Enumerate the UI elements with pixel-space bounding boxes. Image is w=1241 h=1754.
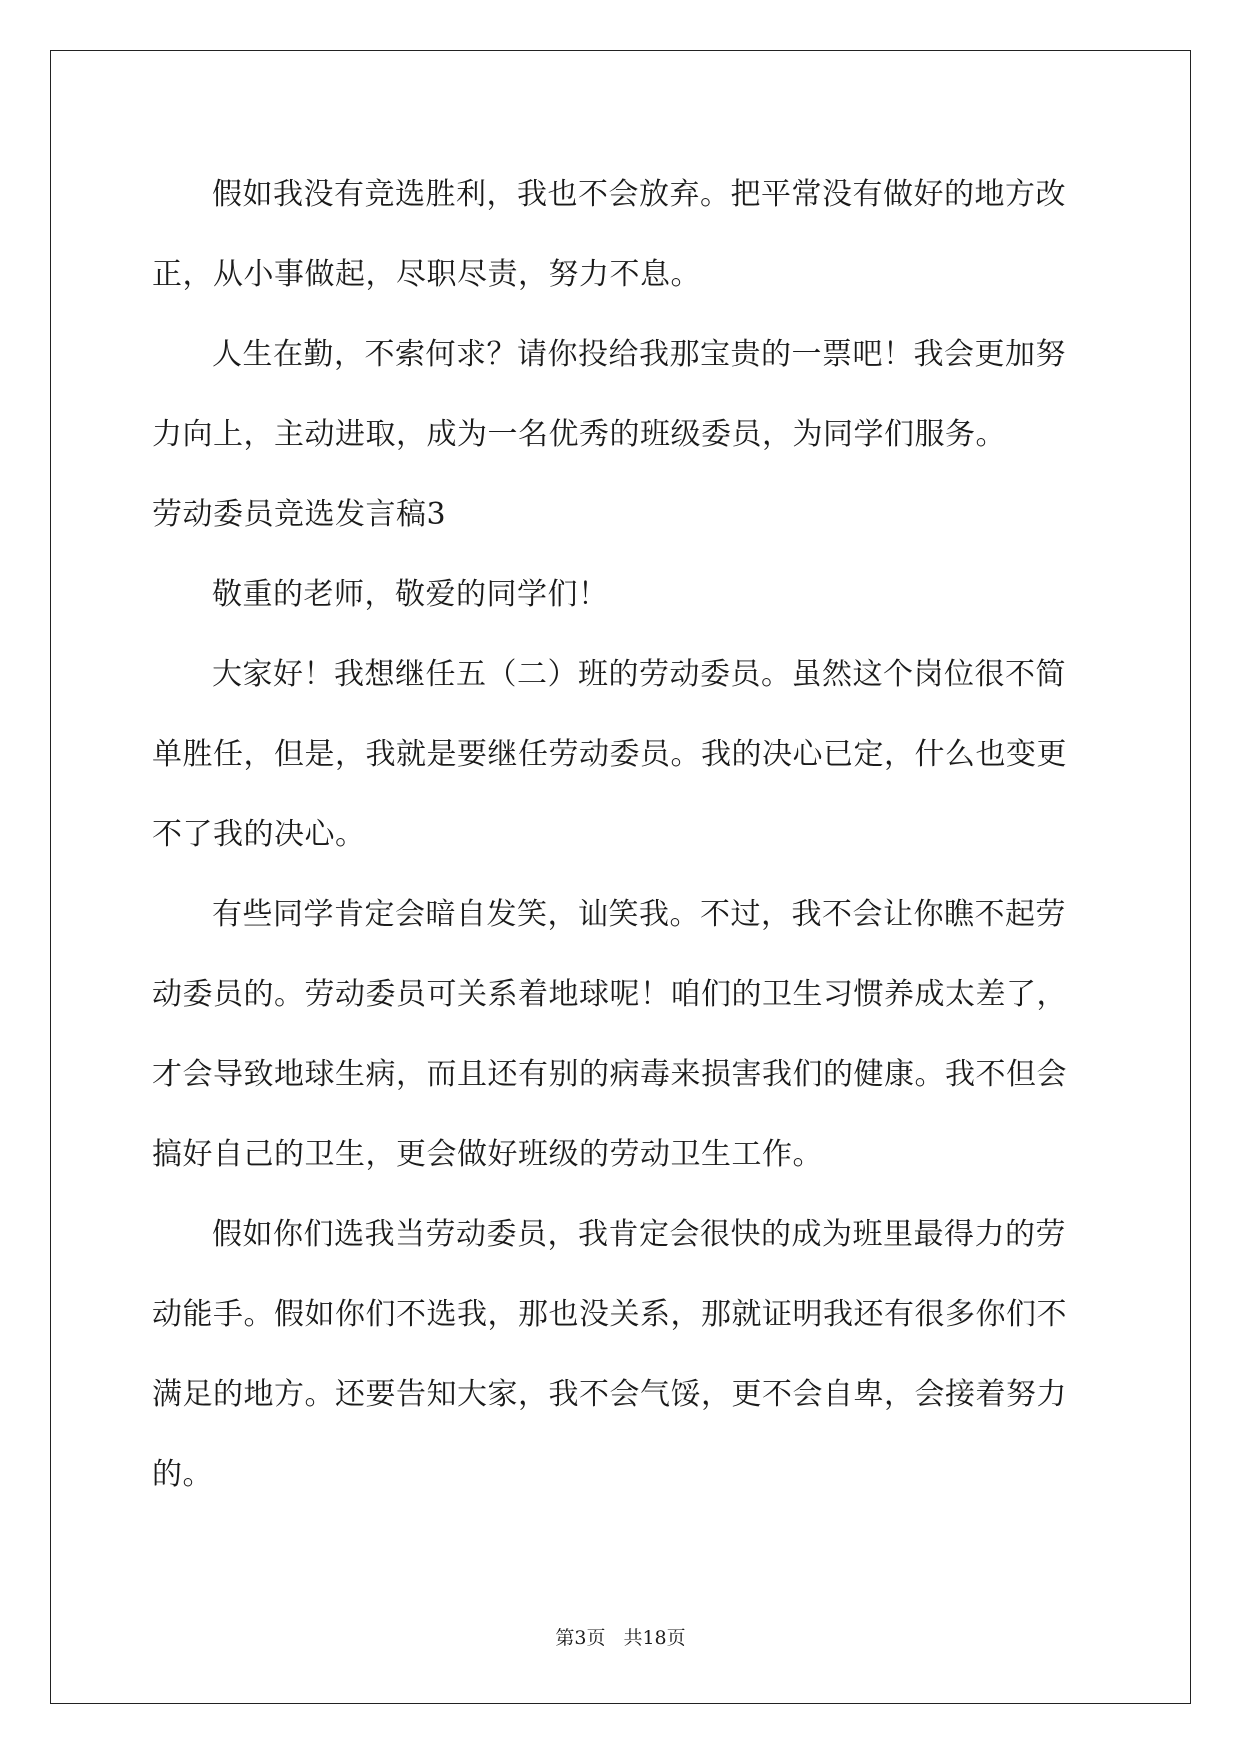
paragraph: 人生在勤，不索何求？请你投给我那宝贵的一票吧！我会更加努力向上，主动进取，成为一名优秀的班级委员，为同学们服务。 [152, 337, 1066, 452]
page-number: 第3页 [555, 1627, 606, 1649]
paragraph: 敬重的老师，敬爱的同学们！ [212, 577, 609, 612]
paragraph: 有些同学肯定会暗自发笑，讪笑我。不过，我不会让你瞧不起劳动委员的。劳动委员可关系着地球呢！咱们的卫生习惯养成太差了，才会导致地球生病，而且还有别的病毒来损害我们的健康。我不但会搞好自己的卫生，更会做好班级的劳动卫生工作。 [152, 897, 1067, 1172]
section-heading: 劳动委员竞选发言稿3 [152, 497, 447, 532]
paragraph: 假如我没有竞选胜利，我也不会放弃。把平常没有做好的地方改正，从小事做起，尽职尽责，努力不息。 [152, 177, 1066, 292]
document-body [152, 155, 1087, 1515]
paragraph: 大家好！我想继任五（二）班的劳动委员。虽然这个岗位很不简单胜任，但是，我就是要继任劳动委员。我的决心已定，什么也变更不了我的决心。 [152, 657, 1067, 852]
page-footer [0, 1625, 1241, 1651]
paragraph: 假如你们选我当劳动委员，我肯定会很快的成为班里最得力的劳动能手。假如你们不选我，那也没关系，那就证明我还有很多你们不满足的地方。还要告知大家，我不会气馁，更不会自卑，会接着努力的。 [152, 1217, 1067, 1492]
page-total: 共18页 [623, 1627, 686, 1649]
